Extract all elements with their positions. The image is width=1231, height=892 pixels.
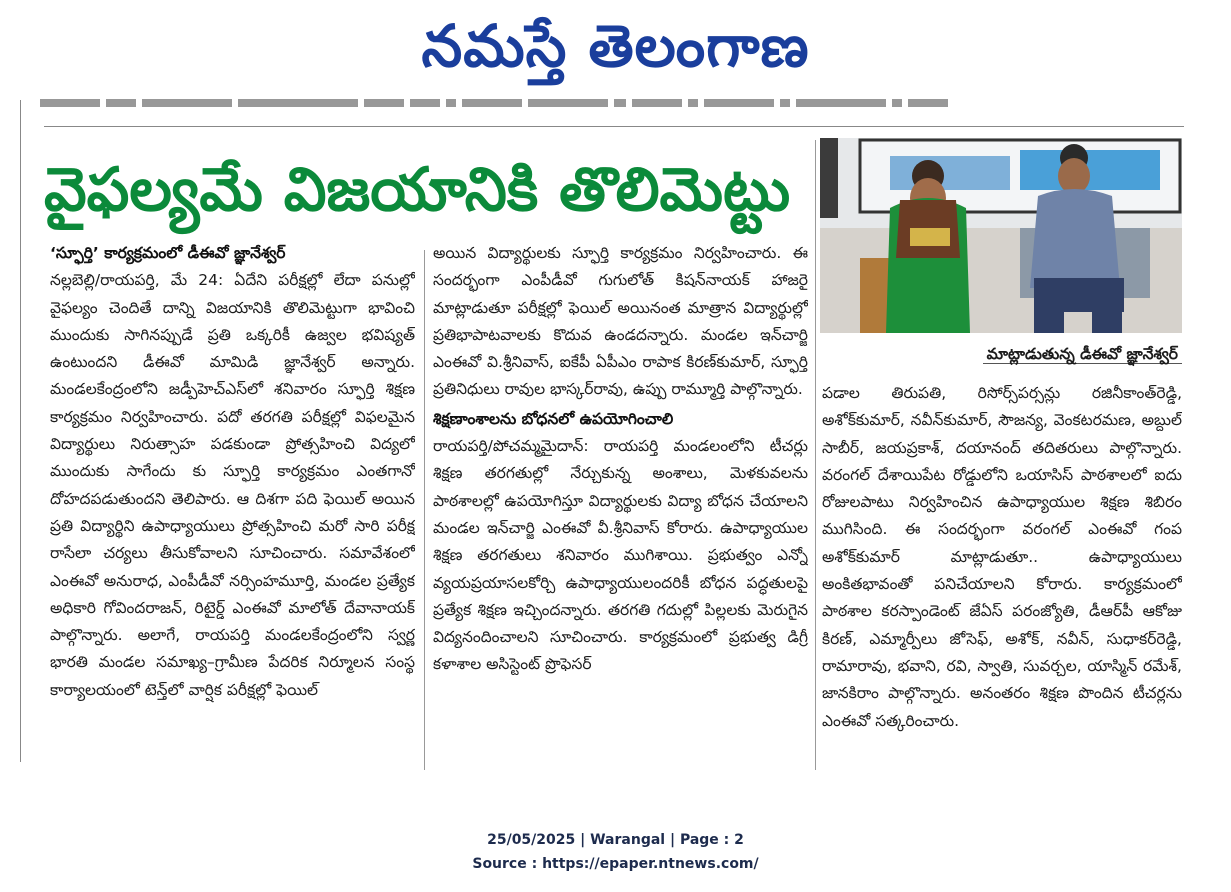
footer-source-line: Source : https://epaper.ntnews.com/ (472, 856, 759, 872)
page-edge-line (20, 100, 21, 762)
masthead-logo: నమస్తే తెలంగాణ (421, 12, 810, 80)
column-2-text: అయిన విద్యార్థులకు స్ఫూర్తి కార్యక్రమం నిర్వహించారు. ఈ సందర్భంగా ఎంపీడీవో గుగులోత్ కిషన్‌నాయక్ హాజరై మాట్లాడుతూ పరీక్షల్లో ఫెయిల్ అయినంత మాత్రాన విద్యార్థుల్లో ప్రతిభాపాటవాలకు కొదువ ఉండదన్నారు. మండల ఇన్‌చార్జి ఎంఈవో వి.శ్రీనివాస్, ఐకేపీ ఏపీఎం రాపాక కిరణ్‌కుమార్, స్ఫూర్తి ప్రతినిధులు రావుల భాస్కర్‌రావు, ఉప్పు రామ్మూర్తి పాల్గొన్నారు. (433, 244, 808, 399)
page-footer (0, 828, 1231, 876)
article-column-2 (433, 240, 808, 770)
column-1-text: నల్లబెల్లి/రాయపర్తి, మే 24: ఏదేని పరీక్షల్లో లేదా పనుల్లో వైఫల్యం చెందితే దాన్ని విజయానికి తొలిమెట్టుగా భావించి ముందుకు సాగినప్పుడే ప్రతి ఒక్కరికీ ఉజ్వల భవిష్యత్ ఉంటుందని డీఈవో మామిడి జ్ఞానేశ్వర్ అన్నారు. మండలకేంద్రంలోని జడ్పీహెచ్‌ఎస్‌లో శనివారం స్ఫూర్తి శిక్షణ కార్యక్రమం నిర్వహించారు. పదో తరగతి పరీక్షల్లో విఫలమైన విద్యార్థులు నిరుత్సాహ పడకుండా ప్రోత్సహించి విద్యలో ముందుకు సాగేందు కు స్ఫూర్తి కార్యక్రమం ఎంతగానో దోహదపడుతుందని తెలిపారు. ఆ దిశగా పది ఫెయిల్ అయిన ప్రతి విద్యార్థిని ఉపాధ్యాయులు ప్రోత్సహించి మరో సారి పరీక్ష రాసేలా చర్యలు తీసుకోవాలని సూచించారు. సమావేశంలో ఎంఈవో అనురాధ, ఎంపీడీవో నర్సింహమూర్తి, మండల ప్రత్యేక అధికారి గోవిందరాజన్, రిటైర్డ్ ఎంఈవో మాలోత్ దేవానాయక్ పాల్గొన్నారు. అలాగే, రాయపర్తి మండలకేంద్రంలోని స్వర్ణ భారతి మండల సమాఖ్య–గ్రామీణ పేదరిక నిర్మూలన సంస్థ కార్యాలయంలో టెన్త్‌లో వార్షిక పరీక్షల్లో ఫెయిల్ (50, 271, 415, 699)
photo-illustration (820, 138, 1182, 333)
cropped-ticker-strip (40, 92, 1185, 108)
article-column-3 (822, 380, 1182, 770)
photo-caption-text: మాట్లాడుతున్న డీఈవో జ్ఞానేశ్వర్ (983, 345, 1182, 364)
header-rule (44, 126, 1184, 127)
article-column-1 (50, 240, 415, 770)
column-divider (815, 140, 816, 770)
column-divider (424, 250, 425, 770)
footer-edition-line: 25/05/2025 | Warangal | Page : 2 (487, 832, 744, 848)
article-photo (820, 138, 1182, 333)
column-2-text-2: రాయపర్తి/పోచమ్మమైదాన్: రాయపర్తి మండలంలోని టీచర్లు శిక్షణ తరగతుల్లో నేర్చుకున్న అంశాలు, మెళకువలను పాఠశాలల్లో ఉపయోగిస్తూ విద్యార్థులకు విద్యా బోధన చేయాలని మండల ఇన్‌చార్జి ఎంఈవో వీ.శ్రీనివాస్ కోరారు. ఉపాధ్యాయుల శిక్షణ తరగతులు శనివారం ముగిశాయి. ప్రభుత్వం ఎన్నో వ్యయప్రయాసలకోర్చి ఉపాధ్యాయులందరికీ బోధన పద్ధతులపై ప్రత్యేక శిక్షణ ఇచ్చిందన్నారు. తరగతి గదుల్లో పిల్లలకు మెరుగైన విద్యనందించాలని సూచించారు. కార్యక్రమంలో ప్రభుత్వ డిగ్రీ కళాశాల అసిస్టెంట్ ప్రొఫెసర్ (433, 437, 808, 674)
column-2-subhead: శిక్షణాంశాలను బోధనలో ఉపయోగించాలి (433, 409, 674, 428)
article-headline: వైఫల్యమే విజయానికి తొలిమెట్టు (44, 155, 791, 225)
column-3-text: పడాల తిరుపతి, రిసోర్స్‌పర్సన్లు రజినీకాంత్‌రెడ్డి, అశోక్‌కుమార్, నవీన్‌కుమార్, సౌజన్య, వెంకటరమణ, అబ్దుల్ సాబీర్, జయప్రకాశ్, దయానంద్ తదితరులు పాల్గొన్నారు. వరంగల్ దేశాయిపేట రోడ్డులోని ఒయాసిస్ పాఠశాలలో ఐదు రోజులపాటు నిర్వహించిన ఉపాధ్యాయుల శిక్షణ శిబిరం ముగిసింది. ఈ సందర్భంగా వరంగల్ ఎంఈవో గంప అశోక్‌కుమార్ మాట్లాడుతూ.. ఉపాధ్యాయులు అంకితభావంతో పనిచేయాలని కోరారు. కార్యక్రమంలో పాఠశాల కరస్పాండెంట్ జేఏస్ పరంజ్యోతి, డీఆర్‌పీ ఆకోజు కిరణ్, ఎమ్మార్పీలు జోసెఫ్, అశోక్, నవీన్, సుధాకర్‌రెడ్డి, రామారావు, భవాని, రవి, స్వాతి, సువర్చల, యాస్మిన్ రమేశ్, జానకిరాం పాల్గొన్నారు. అనంతరం శిక్షణ పొందిన టీచర్లను ఎంఈవో సత్కరించారు. (822, 384, 1182, 730)
photo-caption (822, 340, 1182, 368)
article-subhead: ‘స్ఫూర్తి’ కార్యక్రమంలో డీఈవో జ్ఞానేశ్వర్ (50, 244, 286, 262)
